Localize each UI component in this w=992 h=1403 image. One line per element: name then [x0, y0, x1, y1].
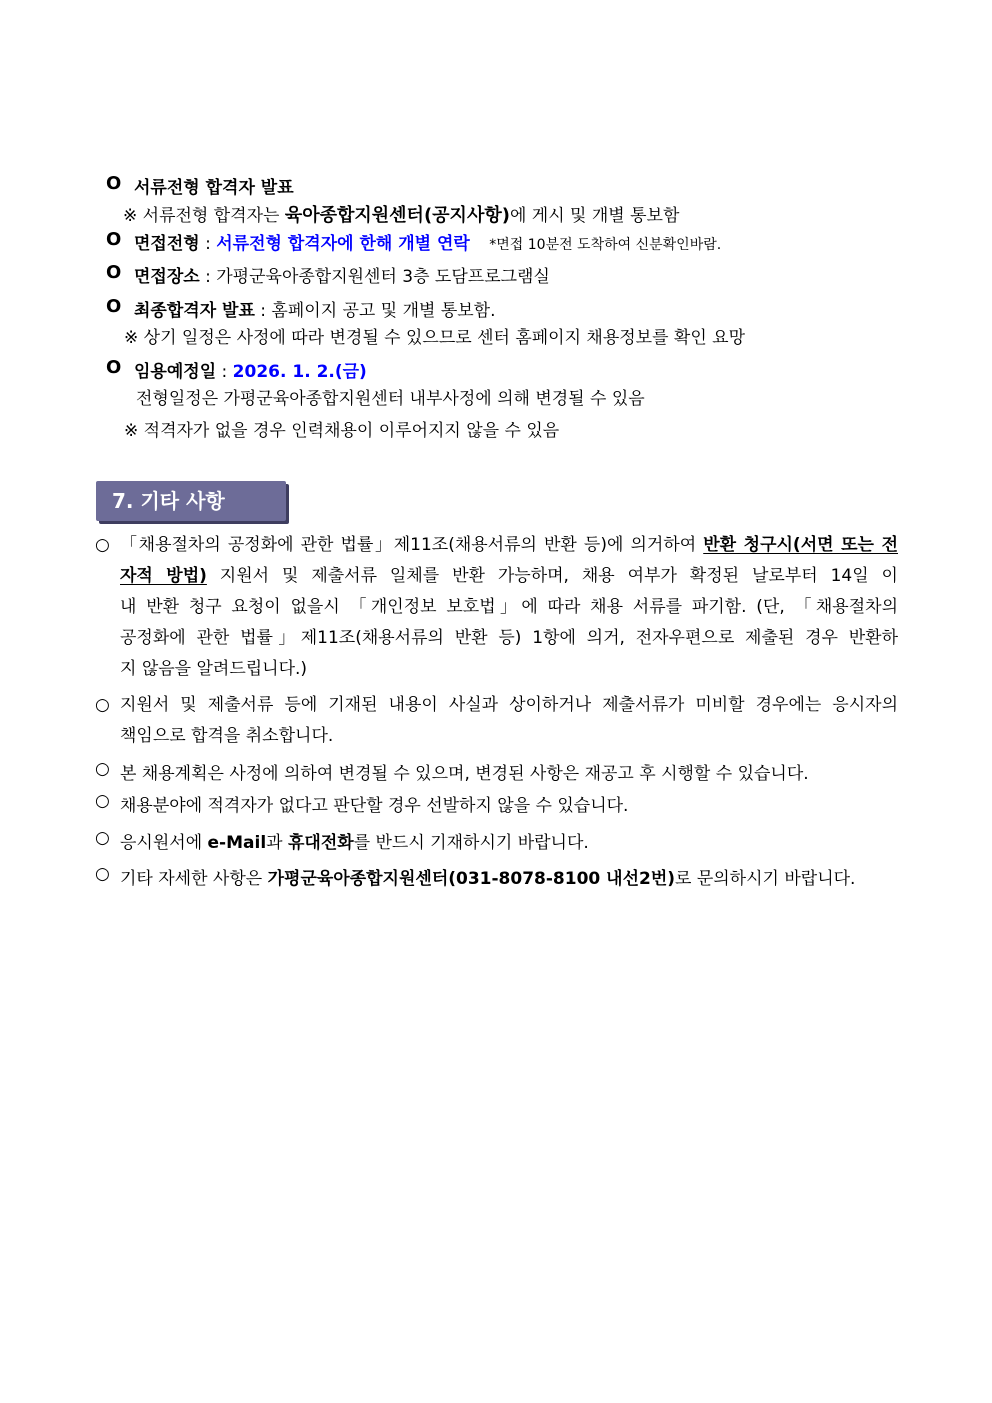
bullet-marker: ○: [95, 695, 110, 715]
plan-change-item: 본 채용계획은 사정에 의하여 변경될 수 있으며, 변경된 사항은 재공고 후 시행할 수 있습니다.: [120, 764, 809, 784]
bullet-marker: O: [106, 173, 122, 194]
no-selection-item: 채용분야에 적격자가 없다고 판단할 경우 선발하지 않을 수 있습니다.: [120, 796, 629, 816]
bullet-marker: O: [106, 229, 122, 250]
bullet-marker: O: [106, 357, 122, 378]
start-date: 2026. 1. 2.(금): [232, 362, 367, 382]
doc-screening-title: 서류전형 합격자 발표: [134, 178, 294, 198]
no-candidate-note: ※ 적격자가 없을 경우 인력채용이 이루어지지 않을 수 있음: [124, 421, 560, 441]
final-line: 최종합격자 발표 : 홈페이지 공고 및 개별 통보함.: [134, 301, 496, 321]
inquiry-item: 기타 자세한 사항은 가평군육아종합지원센터(031-8078-8100 내선2번)로 문의하시기 바랍니다.: [120, 869, 856, 889]
start-note: 전형일정은 가평군육아종합지원센터 내부사정에 의해 변경될 수 있음: [136, 389, 645, 409]
false-info-paragraph: 지원서 및 제출서류 등에 기재된 내용이 사실과 상이하거나 제출서류가 미비할 경우에는 응시자의 책임으로 합격을 취소합니다.: [120, 695, 898, 746]
bullet-marker: ○: [95, 535, 110, 555]
interview-line: 면접전형 : 서류전형 합격자에 한해 개별 연락 *면접 10분전 도착하여 신분확인바람.: [134, 234, 722, 254]
place-line: 면접장소 : 가평군육아종합지원센터 3층 도담프로그램실: [134, 267, 550, 287]
final-note: ※ 상기 일정은 사정에 따라 변경될 수 있으므로 센터 홈페이지 채용정보를 확인 요망: [124, 328, 746, 348]
interview-value: 서류전형 합격자에 한해 개별 연락: [216, 234, 470, 254]
contact-info-item: 응시원서에 e-Mail과 휴대전화를 반드시 기재하시기 바랍니다.: [120, 833, 589, 853]
section-title: 7. 기타 사항: [96, 481, 286, 521]
bullet-marker: ○: [95, 864, 110, 884]
bullet-marker: O: [106, 262, 122, 283]
bullet-marker: ○: [95, 791, 110, 811]
bullet-marker: ○: [95, 759, 110, 779]
bullet-marker: ○: [95, 828, 110, 848]
doc-screening-note: ※ 서류전형 합격자는 육아종합지원센터(공지사항)에 게시 및 개별 통보함: [123, 205, 680, 226]
interview-note: *면접 10분전 도착하여 신분확인바람.: [489, 237, 722, 253]
bullet-marker: O: [106, 296, 122, 317]
return-policy-paragraph: 「채용절차의 공정화에 관한 법률」제11조(채용서류의 반환 등)에 의거하여 반환 청구시(서면 또는 전 자적 방법) 지원서 및 제출서류 일체를 반환 가능하며, 채용 여부가 확정된 날로부터 14일 이 내 반환 청구 요청이 없을시 「개인정보 보호법」에 따라 채용 서류를 파기함. (단, 「채용절차의 공정화에 관한 법률」제11조(채용서류의 반환 등) 1항에 의거, 전자우편으로 제출된 경우 반환하 지 않음을 알려드립니다.): [120, 535, 898, 679]
start-line: 임용예정일 : 2026. 1. 2.(금): [134, 362, 367, 382]
